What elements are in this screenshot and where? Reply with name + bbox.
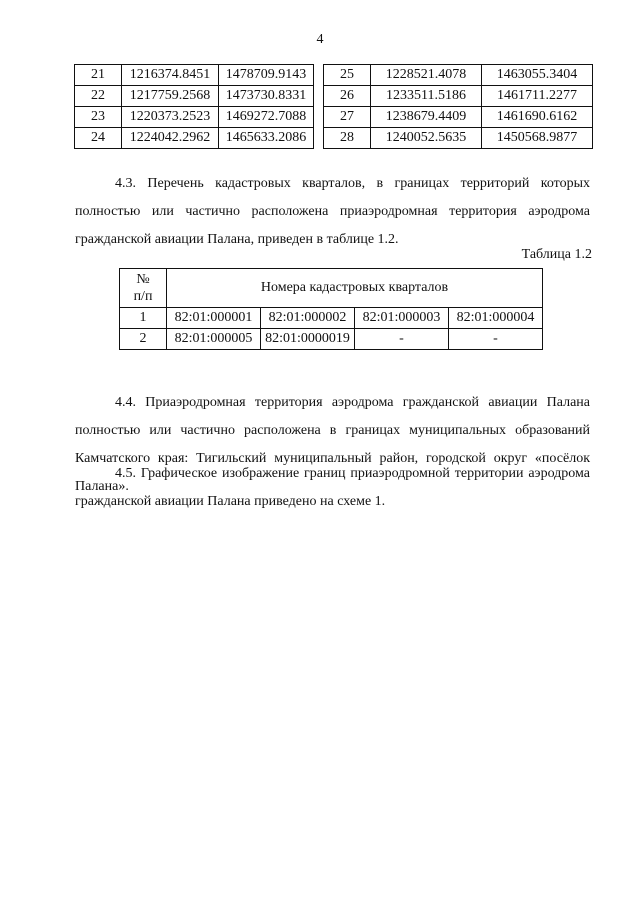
y-coordinate-cell: 1469272.7088: [219, 107, 314, 128]
header-title-cell: Номера кадастровых кварталов: [167, 269, 543, 308]
coordinate-row: [75, 128, 314, 149]
table-row: [120, 329, 543, 350]
y-coordinate-cell: 1478709.9143: [219, 65, 314, 86]
cadastral-number-cell: -: [449, 329, 543, 350]
coordinates-table-right: [323, 64, 593, 149]
paragraph-4-5: 4.5. Графическое изображение границ приаэродромной территории аэродрома гражданской авиации Палана приведено на схеме 1.: [75, 466, 590, 509]
point-number-cell: 28: [324, 128, 371, 149]
x-coordinate-cell: 1224042.2962: [122, 128, 219, 149]
cadastral-number-cell: 82:01:000002: [261, 308, 355, 329]
cadastral-number-cell: -: [355, 329, 449, 350]
header-number-label: №: [136, 272, 150, 287]
point-number-cell: 24: [75, 128, 122, 149]
cadastral-number-cell: 82:01:000001: [167, 308, 261, 329]
cadastral-number-cell: 82:01:000005: [167, 329, 261, 350]
point-number-cell: 27: [324, 107, 371, 128]
x-coordinate-cell: 1238679.4409: [371, 107, 482, 128]
coordinate-row: [75, 107, 314, 128]
paragraph-4-3: 4.3. Перечень кадастровых кварталов, в границах территорий которых полностью или частично расположена приаэродромная территория аэродрома гражданской авиации Палана, приведен в таблице 1.2.: [75, 176, 590, 247]
coordinate-row: [324, 65, 593, 86]
point-number-cell: 25: [324, 65, 371, 86]
point-number-cell: 23: [75, 107, 122, 128]
cadastral-quarters-table: [119, 268, 543, 350]
x-coordinate-cell: 1220373.2523: [122, 107, 219, 128]
coordinate-row: [324, 128, 593, 149]
coordinates-table-left: [74, 64, 314, 149]
paragraph-4-4: 4.4. Приаэродромная территория аэродрома гражданской авиации Палана полностью или частично расположена в границах муниципальных образований Камчатского края: Тигильский муниципальный район, городской округ «посёлок Палана».: [75, 395, 590, 494]
header-number-cell: [120, 269, 167, 308]
coordinate-row: [324, 107, 593, 128]
y-coordinate-cell: 1450568.9877: [482, 128, 593, 149]
y-coordinate-cell: 1461690.6162: [482, 107, 593, 128]
coordinate-row: [75, 86, 314, 107]
y-coordinate-cell: 1463055.3404: [482, 65, 593, 86]
point-number-cell: 21: [75, 65, 122, 86]
point-number-cell: 26: [324, 86, 371, 107]
x-coordinate-cell: 1233511.5186: [371, 86, 482, 107]
header-number-sublabel: п/п: [133, 289, 153, 304]
x-coordinate-cell: 1217759.2568: [122, 86, 219, 107]
point-number-cell: 22: [75, 86, 122, 107]
y-coordinate-cell: 1465633.2086: [219, 128, 314, 149]
x-coordinate-cell: 1216374.8451: [122, 65, 219, 86]
coordinate-row: [75, 65, 314, 86]
x-coordinate-cell: 1228521.4078: [371, 65, 482, 86]
page-number: 4: [316, 32, 324, 47]
table-header-row: [120, 269, 543, 308]
y-coordinate-cell: 1461711.2277: [482, 86, 593, 107]
coordinate-row: [324, 86, 593, 107]
cadastral-number-cell: 82:01:0000019: [261, 329, 355, 350]
y-coordinate-cell: 1473730.8331: [219, 86, 314, 107]
x-coordinate-cell: 1240052.5635: [371, 128, 482, 149]
row-number-cell: 1: [120, 308, 167, 329]
table-row: [120, 308, 543, 329]
cadastral-number-cell: 82:01:000003: [355, 308, 449, 329]
row-number-cell: 2: [120, 329, 167, 350]
cadastral-number-cell: 82:01:000004: [449, 308, 543, 329]
table-caption: Таблица 1.2: [521, 247, 592, 262]
